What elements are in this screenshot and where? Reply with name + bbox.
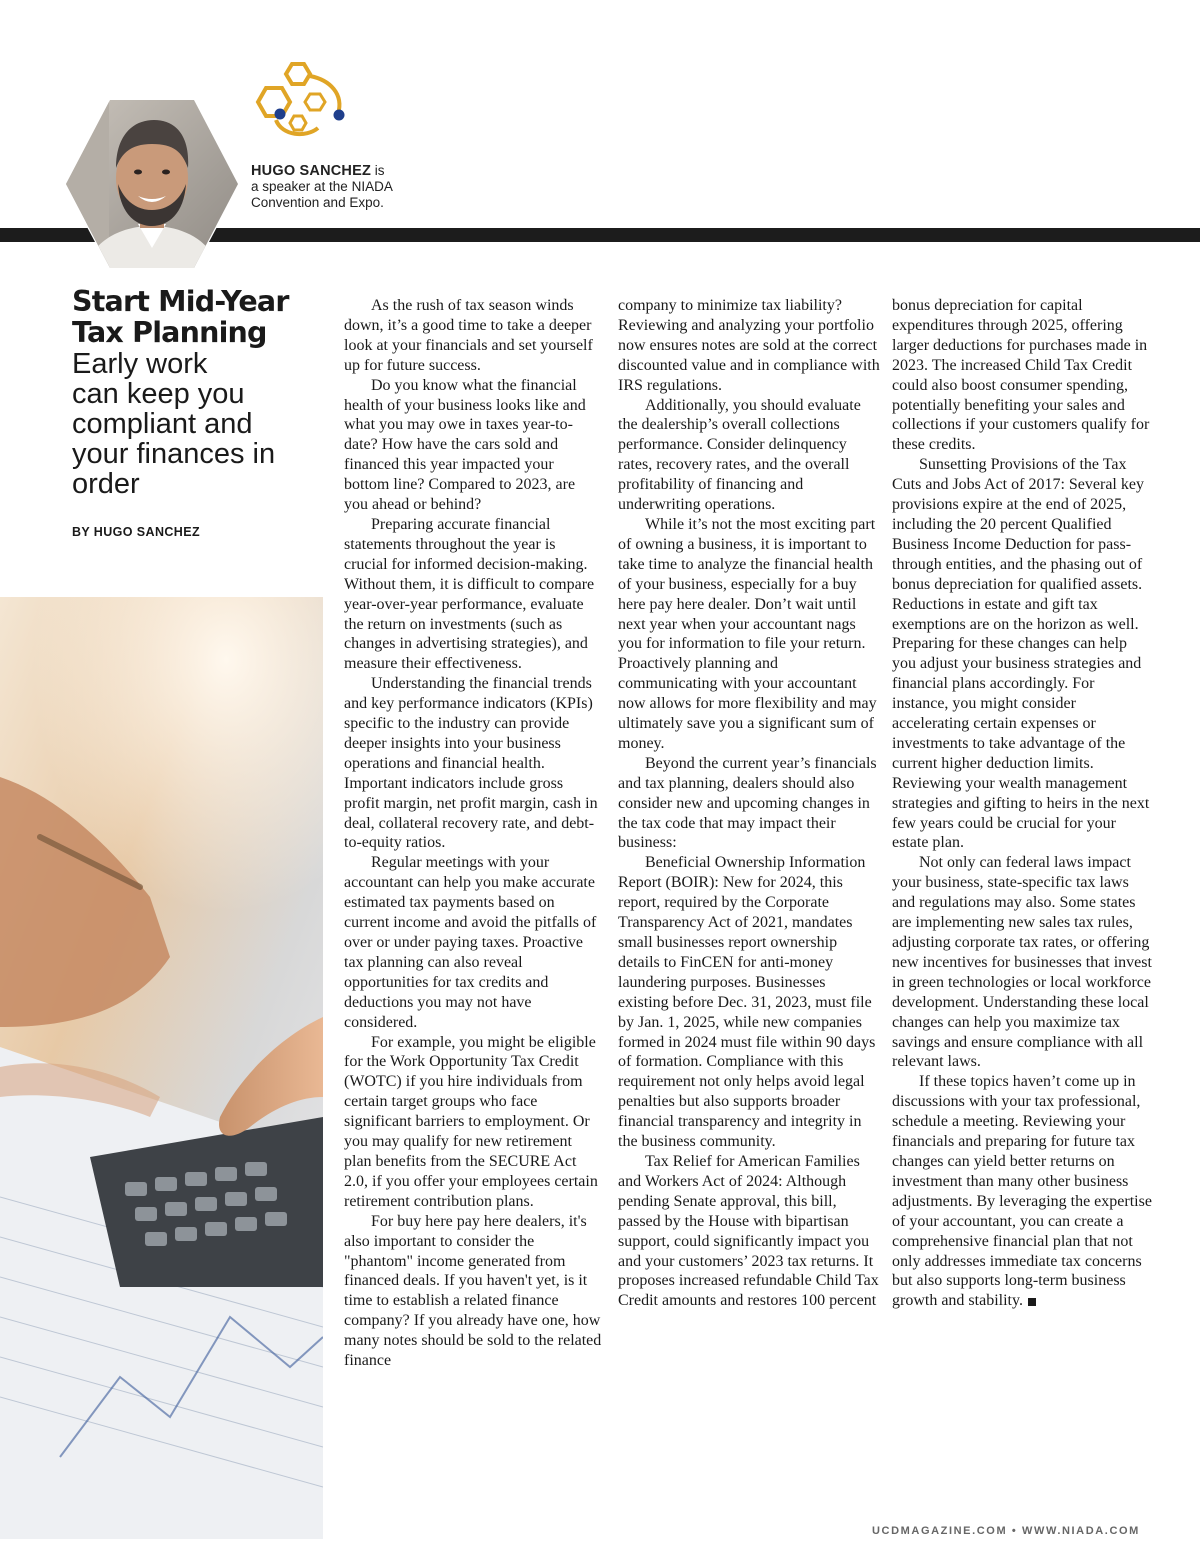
speaker-name-suffix: is: [371, 163, 385, 178]
final-paragraph-text: If these topics haven’t come up in discussions with your tax professional, schedule a meeting. Reviewing your financials and preparing for future tax changes can yield better returns on investment than many other business adjustments. By leveraging the expertise of your accountant, you can create a comprehensive financial plan that not only addresses immediate tax concerns but also supports long-term business growth and stability.: [892, 1073, 1152, 1310]
deck-line: can keep you: [72, 378, 245, 410]
footer-urls: UCDMAGAZINE.COM • WWW.NIADA.COM: [872, 1525, 1140, 1537]
deck-line: order: [72, 468, 140, 500]
speaker-bio: [251, 163, 491, 211]
article-column-2: [618, 296, 880, 1311]
paragraph: While it’s not the most exciting part of owning a business, it is important to take time to analyze the financial health of your business, especially for a buy here pay here dealer. Don’t wait until next year when your accountant nags you for information to file your return. Proactively planning and communicating with your accountant now allows for more flexibility and may ultimately save you a significant sum of money.: [618, 515, 877, 752]
speaker-bio-line: Convention and Expo.: [251, 195, 384, 210]
paragraph-continued: bonus depreciation for capital expenditures through 2025, offering larger deductions for purchases made in 2023. The increased Child Tax Credit could also boost consumer spending, potentially benefiting your sales and collections if your customers qualify for these credits.: [892, 297, 1150, 454]
paragraph: Beneficial Ownership Information Report (BOIR): New for 2024, this report, required by the Corporate Transparency Act of 2021, mandates small businesses report ownership details to FinCEN for anti-money laundering purposes. Businesses existing before Dec. 31, 2023, must file by Jan. 1, 2025, while new companies formed in 2024 must file within 90 days of formation. Compliance with this requirement not only helps avoid legal penalties but also supports broader financial transparency and integrity in the business community.: [618, 854, 876, 1151]
deck-line: Early work: [72, 348, 208, 380]
speaker-bio-line: a speaker at the NIADA: [251, 179, 393, 194]
paragraph-continued: company to minimize tax liability? Reviewing and analyzing your portfolio now ensures notes are sold at the correct discounted value and in compliance with IRS regulations.: [618, 297, 880, 394]
paragraph: For buy here pay here dealers, it's also important to consider the "phantom" income generated from financed deals. If you haven't yet, is it time to establish a related finance company? If you already have one, how many notes should be sold to the related finance: [344, 1212, 602, 1370]
headline-line: Start Mid-Year: [72, 285, 289, 318]
paragraph: Beyond the current year’s financials and tax planning, dealers should also consider new and upcoming changes in the tax code that may impact their business:: [618, 754, 877, 852]
paragraph: Understanding the financial trends and key performance indicators (KPIs) specific to the industry can provide deeper insights into your business operations and financial health. Important indicators include gross profit margin, net profit margin, cash in deal, collateral recovery rate, and debt-to-equity ratios.: [344, 675, 598, 852]
article-column-1: [344, 296, 602, 1371]
paragraph: Sunsetting Provisions of the Tax Cuts and Jobs Act of 2017: Several key provisions expire at the end of 2025, including the 20 percent Qualified Business Income Deduction for pass-through entities, and the phasing out of bonus depreciation for qualified assets. Reductions in estate and gift tax exemptions are on the horizon as well. Preparing for these changes can help you adjust your business strategies and financial plans accordingly. For instance, you might consider accelerating certain expenses or investments to take advantage of the current higher deduction limits. Reviewing your wealth management strategies and gifting to heirs in the next few years could be crucial for your estate plan.: [892, 456, 1150, 852]
paragraph: Not only can federal laws impact your business, state-specific tax laws and regulations may also. Some states are implementing new sales tax rules, adjusting corporate tax rates, or offering new incentives for businesses that invest in green technologies or local workforce development. Understanding these local changes can help you maximize tax savings and ensure compliance with all relevant laws.: [892, 854, 1152, 1071]
paragraph: As the rush of tax season winds down, it’s a good time to take a deeper look at your financials and set yourself up for future success.: [344, 297, 593, 374]
paragraph: For example, you might be eligible for the Work Opportunity Tax Credit (WOTC) if you hire individuals from certain target groups who face significant barriers to employment. Or you may qualify for new retirement plan benefits from the SECURE Act 2.0, if you offer your employees certain retirement contribution plans.: [344, 1033, 598, 1210]
paragraph: Additionally, you should evaluate the dealership’s overall collections performance. Consider delinquency rates, recovery rates, and the overall profitability of financing and underwriting operations.: [618, 396, 861, 514]
paragraph: Preparing accurate financial statements throughout the year is crucial for informed decision-making. Without them, it is difficult to compare year-over-year performance, evaluate the return on investments (such as changes in advertising strategies), and measure their effectiveness.: [344, 515, 595, 673]
speaker-portrait: [64, 98, 240, 270]
paragraph-final: [892, 1072, 1154, 1311]
article-headline: [72, 286, 332, 348]
article-deck: [72, 349, 337, 499]
niada-logo-icon: [248, 58, 352, 140]
headline-line: Tax Planning: [72, 316, 267, 349]
paragraph: Do you know what the financial health of your business looks like and what you may owe in taxes year-to-date? How have the cars sold and financed this year impacted your bottom line? Compared to 2023, are you ahead or behind?: [344, 376, 586, 514]
end-mark-icon: [1028, 1298, 1036, 1306]
paragraph: Regular meetings with your accountant can help you make accurate estimated tax payments based on current income and avoid the pitfalls of over or under paying taxes. Proactive tax planning can also reveal opportunities for tax credits and deductions you may not have considered.: [344, 854, 597, 1031]
article-column-3: [892, 296, 1154, 1311]
speaker-name: HUGO SANCHEZ: [251, 163, 372, 179]
deck-line: your finances in: [72, 438, 276, 470]
deck-line: compliant and: [72, 408, 253, 440]
byline: BY HUGO SANCHEZ: [72, 525, 201, 539]
calculator-photo: [0, 597, 323, 1539]
paragraph: Tax Relief for American Families and Workers Act of 2024: Although pending Senate approval, this bill, passed by the House with bipartisan support, could significantly impact you and your customers’ 2023 tax returns. It proposes increased refundable Child Tax Credit amounts and restores 100 percent: [618, 1152, 879, 1310]
